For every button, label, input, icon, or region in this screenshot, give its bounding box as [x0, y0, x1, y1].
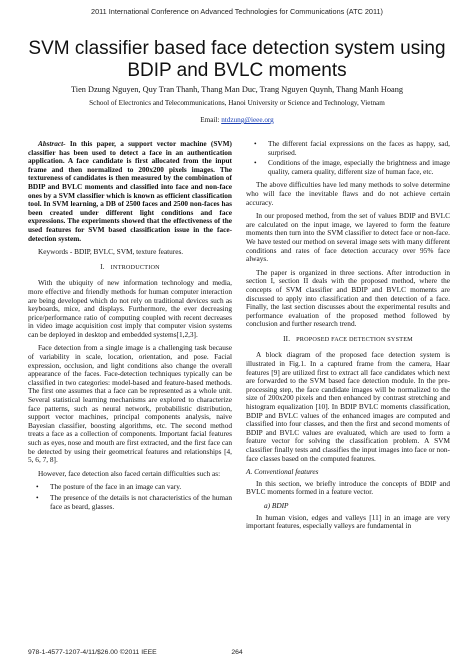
email-label: Email:: [200, 116, 222, 124]
list-item: [246, 159, 450, 176]
list-item-text: Conditions of the image, especially the brightness and image quality, camera quality, different size of human face, etc.: [268, 158, 450, 176]
bullet-icon: •: [254, 139, 257, 148]
paper-title: SVM classifier based face detection system using BDIP and BVLC moments: [28, 38, 446, 81]
authors: Tien Dzung Nguyen, Quy Tran Thanh, Thang Man Duc, Trang Nguyen Quynh, Thang Manh Hoang: [70, 85, 403, 94]
paragraph: The paper is organized in three sections. After introduction in section I, section II deals with the proposed method, where the concepts of SVM classifier and BDIP and BVLC moments are discussed to apply into classification and then detection of a face. Finally, the last section discusses about the experimental results and performance evaluation of the proposed method followed by conclusion and further research trend.: [246, 267, 450, 329]
affiliation: School of Electronics and Telecommunications, Hanoi University or Science and Technology, Vietnam: [89, 99, 385, 107]
footer-isbn: 978-1-4577-1207-4/11/$26.00 ©2011 IEEE: [28, 649, 157, 656]
paragraph: The above difficulties have led many methods to solve determine who will face the inevitable flaws and do not achieve certain accuracy.: [246, 180, 450, 207]
list-item-text: The different facial expressions on the faces as happy, sad, surprised.: [268, 139, 450, 157]
section-title: PROPOSED FACE DETECTION SYSTEM: [296, 335, 413, 343]
list-item-text: The presence of the details is not characteristics of the human face as beard, glasses.: [50, 492, 232, 511]
list-item: [28, 483, 232, 492]
abstract: [28, 140, 232, 243]
email-link[interactable]: ntdzung@ieee.org: [221, 116, 274, 124]
left-column: [28, 140, 232, 516]
subsection-heading: A. Conventional features: [246, 467, 319, 477]
bullet-icon: •: [36, 492, 39, 502]
subsubsection-heading: a) BDIP: [264, 500, 289, 510]
section-title: INTRODUCTION: [110, 263, 160, 271]
paragraph: With the ubiquity of new information technology and media, more effective and friendly methods for human computer interaction are being developed which do not rely on traditional devices such as keyboards, mice, and displays. Furthermore, the ever decreasing price/performance ratio of computing coupled with recent decreases in video image acquisition cost imply that computer vision systems can be deployed in desktop and embedded systems[1,2,3].: [28, 278, 232, 339]
section-number: I.: [100, 262, 105, 271]
abstract-body: In this paper, a support vector machine (SVM) classifier has been used to detect a face in an authentication application. A face candidate is first allocated from the input frame and then normalized to 200x200 pixels images. The textureness of candidates is then measured by the combination of BDIP and BVLC moments and classified into face and non-face ones by a SVM classifier which is known as efficient classification tool. In SVM learning, a DB of 2500 faces and 2500 non-faces has been created under different light conditions and face expressions. The experiments showed that the effectiveness of the used features for SVM based classification issue in the face-detection system.: [28, 139, 232, 243]
bullet-icon: •: [36, 482, 39, 492]
paragraph: However, face detection also faced certain difficulties such as:: [38, 468, 221, 478]
keywords: Keywords - BDIP, BVLC, SVM, texture features.: [38, 247, 184, 257]
section-heading-introduction: [28, 263, 232, 273]
page-number: 264: [231, 649, 243, 656]
right-column: [246, 140, 450, 536]
list-item: [28, 494, 232, 511]
paragraph: In human vision, edges and valleys [11] in an image are very important features, especially valleys are fundamental in: [246, 512, 450, 531]
paragraph: In our proposed method, from the set of values BDIP and BVLC are calculated on the input image, we layered to form the feature moments then turn into the SVM classifier to detect face or non-face. We have tested our method on several image sets with many different conditions and rates of face detection accuracy over 95% face always.: [246, 211, 450, 264]
paragraph: Face detection from a single image is a challenging task because of variability in scale, location, orientation, and pose. Facial expression, occlusion, and light conditions also change the overall appearance of the faces. Face-detection techniques typically can be classified in two categories: model-based and feature-based methods. The first one assumes that a face can be represented as a whole unit. Several statistical learning mechanisms are explored to characterize face patterns, such as neural network, probabilistic distribution, support vector machines, principal components analysis, naive Bayesian classifier, boosting algorithms, etc. The second method treats a face as a collection of components. Important facial features such as eyes, nose and mouth are first extracted, and the first face can be detected by using their geometrical features and relationships [4, 5, 6, 7, 8].: [28, 343, 232, 465]
section-heading-proposed-system: [246, 335, 450, 345]
difficulty-list: [28, 483, 232, 511]
paragraph: A block diagram of the proposed face detection system is illustrated in Fig.1. In a captured frame from the camera, Haar features [9] are utilized first to extract all face candidates which next are forwarded to the SVM based face detection module. In the pre-processing step, the face candidate images will be normalized to the size of 200x200 pixels and then enhanced by contrast stretching and histogram equalization [10]. In BDIP BVLC moments classification, BDIP and BVLC values of the enhanced images are computed and classified into four classes, and then the first and second moments of BDIP and BVLC values are evaluated, which are used to form a feature vector for solving the classification problem. A SVM classifier finally tests and classifies the input images into face or non-face classes based on the computed features.: [246, 350, 450, 463]
list-item-text: The posture of the face in an image can vary.: [50, 482, 182, 492]
list-item: [246, 140, 450, 157]
email-line: [10, 115, 464, 125]
difficulty-list-continued: [246, 140, 450, 176]
abstract-lead: Abstract-: [38, 139, 66, 148]
bullet-icon: •: [254, 158, 257, 168]
section-number: II.: [283, 334, 291, 343]
conference-header: 2011 International Conference on Advanced Technologies for Communications (ATC 2011): [91, 7, 383, 16]
paragraph: In this section, we briefly introduce the concepts of BDIP and BVLC moments formed in a feature vector.: [246, 478, 450, 497]
